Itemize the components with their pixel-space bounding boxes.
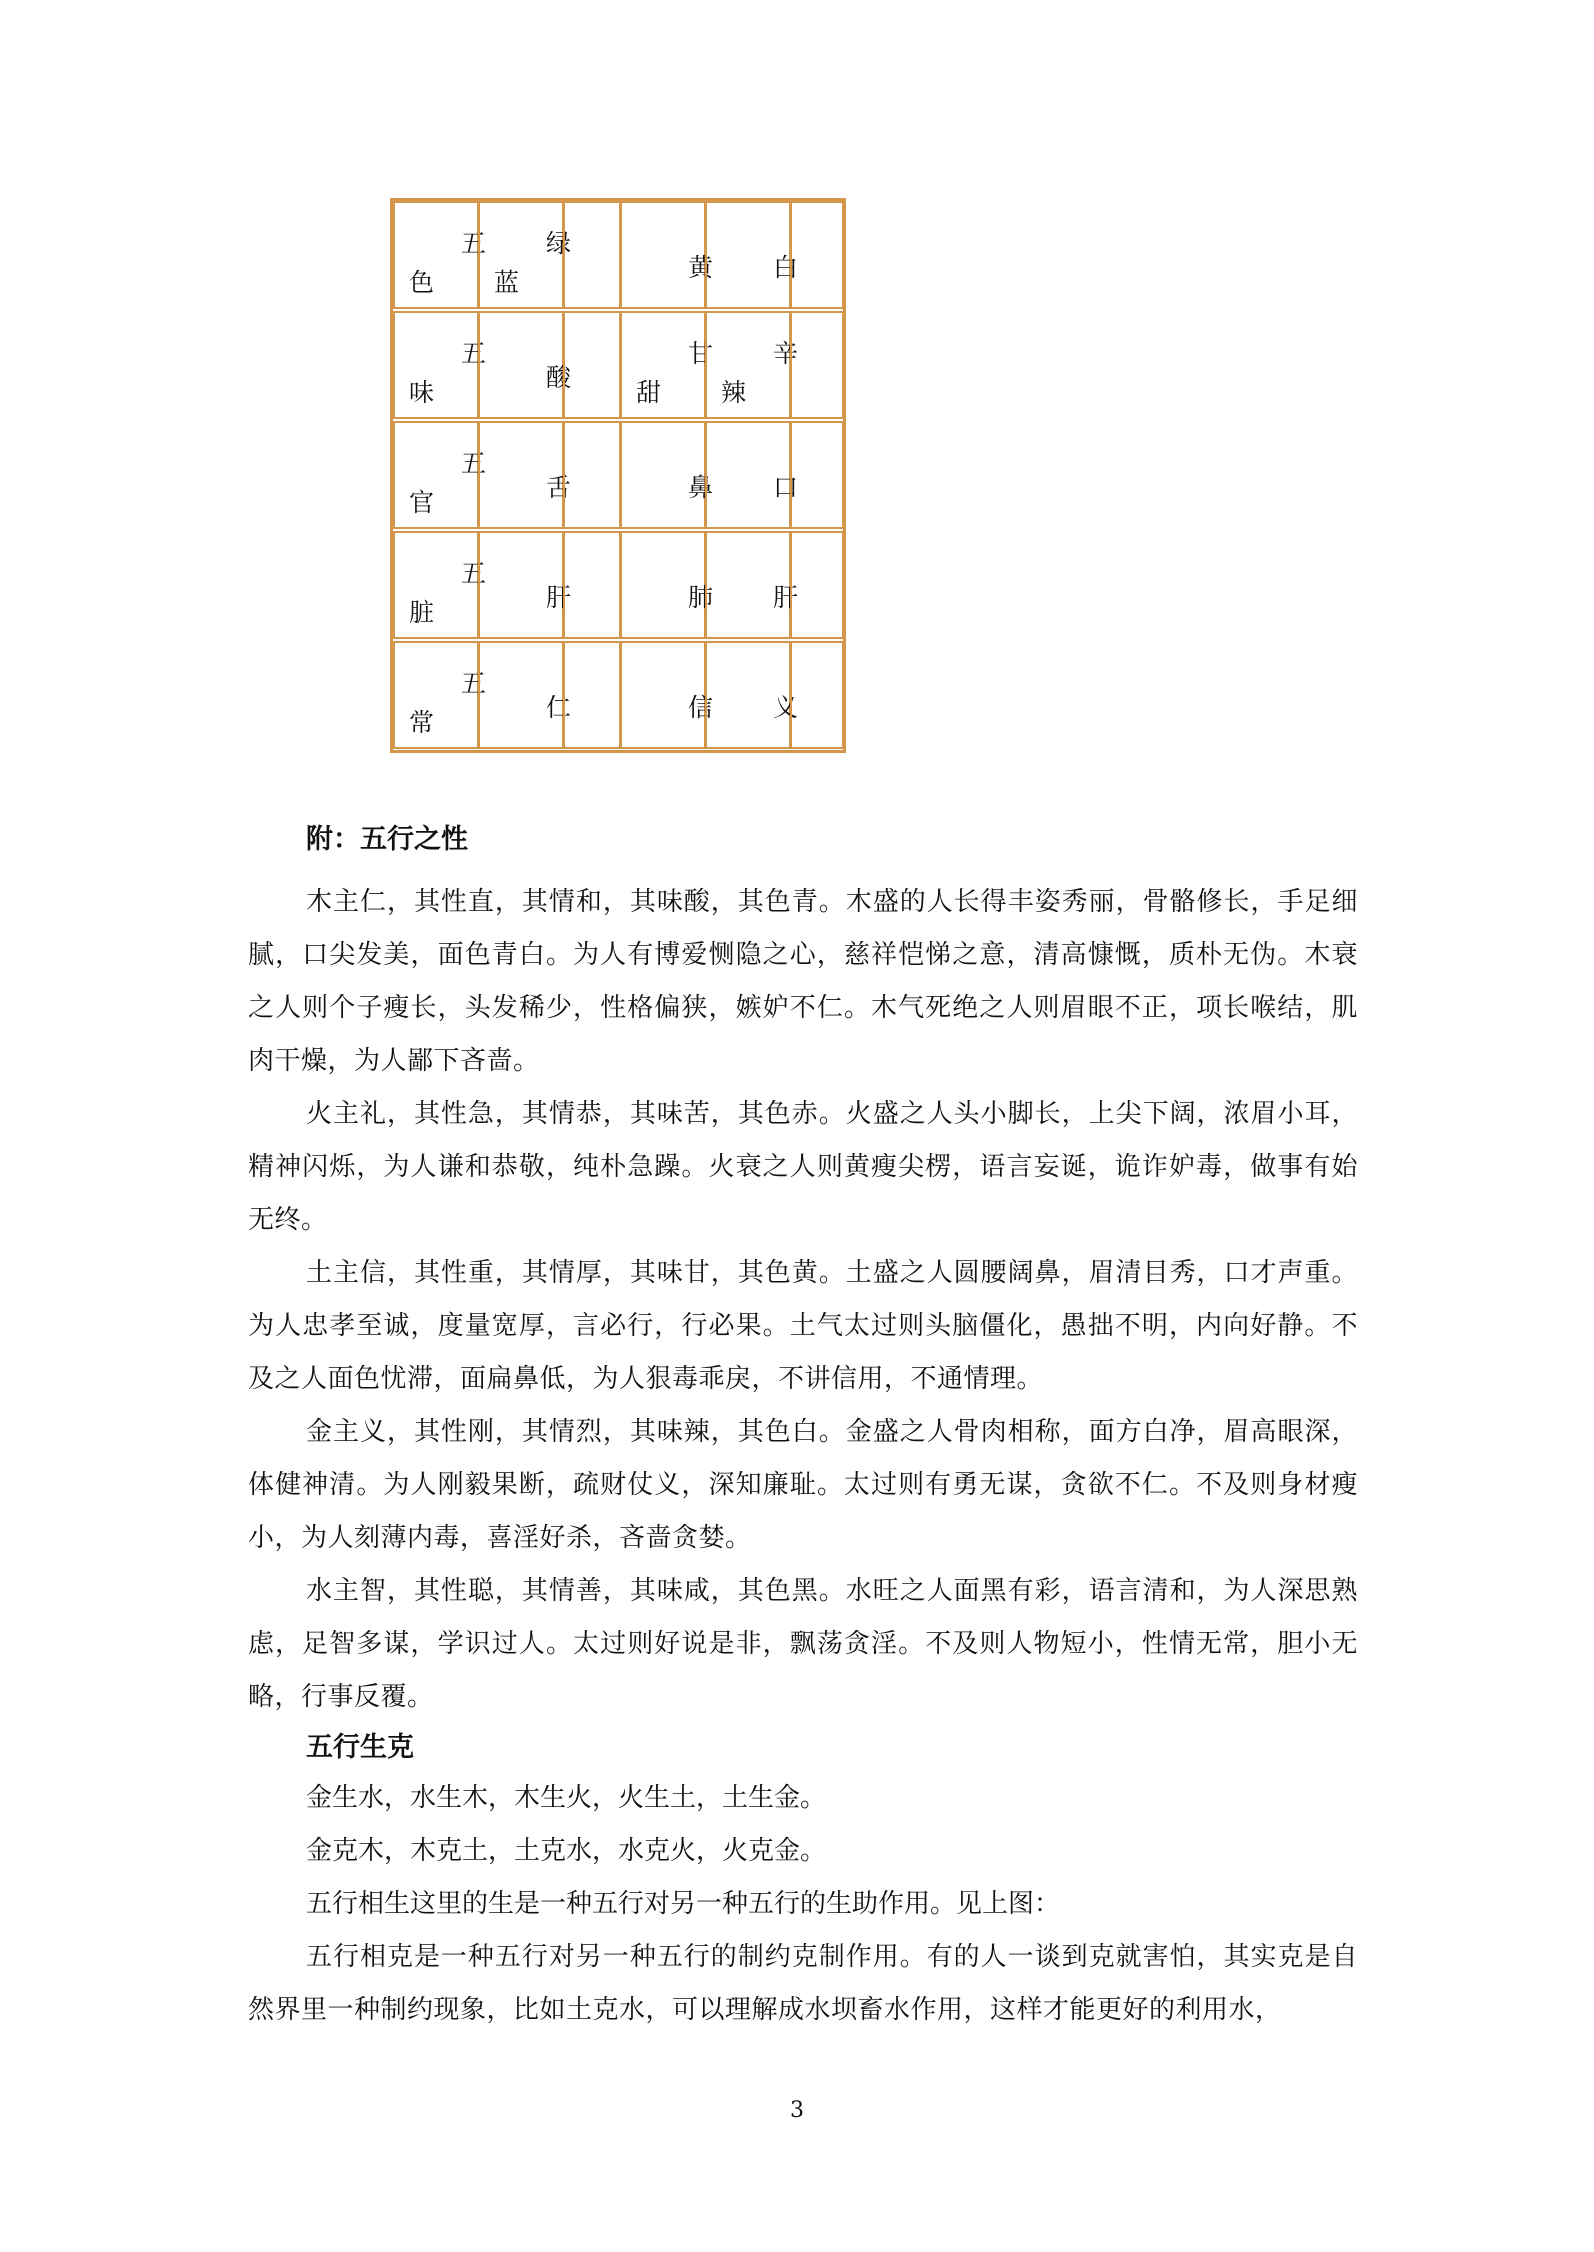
cell-fragment: 酸 (545, 363, 571, 392)
table-cell (705, 421, 798, 529)
cell-fragment: 白 (772, 253, 798, 282)
table-row (393, 201, 843, 312)
table-cell (620, 421, 713, 529)
paragraph-metal: 金主义，其性刚，其情烈，其味辣，其色白。金盛之人骨肉相称，面方白净，眉高眼深，体健神清。为人刚毅果断，疏财仗义，深知廉耻。太过则有勇无谋，贪欲不仁。不及则身材瘦小，为人刻薄内毒，喜淫好杀，吝啬贪婪。 (248, 1417, 1358, 1553)
cell-fragment: 口 (772, 473, 798, 502)
table-cell (393, 531, 486, 639)
ke-cycle: 金克木，木克土，土克水，水克火，火克金。 (306, 1836, 827, 1866)
document-body (248, 820, 1358, 2037)
section-title: 附：五行之性 (306, 824, 468, 855)
table-cell (620, 641, 713, 749)
table-cell (478, 201, 571, 309)
table-cell (790, 641, 844, 749)
table-cell (790, 311, 844, 419)
cell-fragment: 五 (460, 669, 486, 698)
table-row (393, 421, 843, 532)
subheading: 五行生克 (306, 1732, 414, 1763)
page-number: 3 (790, 2098, 804, 2123)
table-row (393, 311, 843, 422)
table-cell (478, 641, 571, 749)
table-cell (393, 641, 486, 749)
table-cell (620, 311, 713, 419)
table-cell (563, 201, 621, 309)
paragraph-fire: 火主礼，其性急，其情恭，其味苦，其色赤。火盛之人头小脚长，上尖下阔，浓眉小耳，精神闪烁，为人谦和恭敬，纯朴急躁。火衰之人则黄瘦尖楞，语言妄诞，诡诈妒毒，做事有始无终。 (248, 1099, 1358, 1235)
cell-fragment: 信 (687, 693, 713, 722)
table-cell (393, 311, 486, 419)
table-cell (393, 421, 486, 529)
table-cell (563, 421, 621, 529)
paragraph-earth: 土主信，其性重，其情厚，其味甘，其色黄。土盛之人圆腰阔鼻，眉清目秀，口才声重。为人忠孝至诚，度量宽厚，言必行，行必果。土气太过则头脑僵化，愚拙不明，内向好静。不及之人面色忧滞，面扁鼻低，为人狠毒乖戾，不讲信用，不通情理。 (248, 1258, 1358, 1394)
cell-fragment: 辛 (772, 339, 798, 368)
table-cell (393, 201, 486, 309)
cell-fragment: 舌 (545, 473, 571, 502)
cell-fragment: 鼻 (687, 473, 713, 502)
table-cell (790, 201, 844, 309)
table-row (393, 531, 843, 642)
table-cell (563, 531, 621, 639)
row-label: 味 (409, 378, 435, 407)
table-cell (563, 641, 621, 749)
row-label: 官 (409, 488, 435, 517)
cell-value: 甜 (636, 378, 662, 407)
cell-fragment: 绿 (545, 229, 571, 258)
cell-fragment: 五 (460, 449, 486, 478)
table-row (393, 641, 843, 752)
table-cell (478, 531, 571, 639)
cell-fragment: 义 (772, 693, 798, 722)
row-label: 色 (409, 268, 435, 297)
table-cell (620, 531, 713, 639)
xiangke-text: 五行相克是一种五行对另一种五行的制约克制作用。有的人一谈到克就害怕，其实克是自然界里一种制约现象，比如土克水，可以理解成水坝畜水作用，这样才能更好的利用水， (248, 1942, 1358, 2025)
cell-value: 蓝 (494, 268, 520, 297)
table-cell (478, 311, 571, 419)
table-cell (705, 201, 798, 309)
xiangsheng-text: 五行相生这里的生是一种五行对另一种五行的生助作用。见上图： (306, 1889, 1061, 1919)
table-cell (478, 421, 571, 529)
row-label: 脏 (409, 598, 435, 627)
table-cell (790, 421, 844, 529)
table-cell (563, 311, 621, 419)
table-cell (705, 311, 798, 419)
cell-fragment: 五 (460, 229, 486, 258)
cell-value: 辣 (721, 378, 747, 407)
table-cell (790, 531, 844, 639)
table-cell (620, 201, 713, 309)
cell-fragment: 黄 (687, 253, 713, 282)
cell-fragment: 五 (460, 559, 486, 588)
cell-fragment: 仁 (545, 693, 571, 722)
cell-fragment: 甘 (687, 339, 713, 368)
paragraph-wood: 木主仁，其性直，其情和，其味酸，其色青。木盛的人长得丰姿秀丽，骨骼修长，手足细腻，口尖发美，面色青白。为人有博爱恻隐之心，慈祥恺悌之意，清高慷慨，质朴无伪。木衰之人则个子瘦长，头发稀少，性格偏狭，嫉妒不仁。木气死绝之人则眉眼不正，项长喉结，肌肉干燥，为人鄙下吝啬。 (248, 887, 1358, 1076)
cell-fragment: 肝 (772, 583, 798, 612)
paragraph-water: 水主智，其性聪，其情善，其味咸，其色黑。水旺之人面黑有彩，语言清和，为人深思熟虑，足智多谋，学识过人。太过则好说是非，飘荡贪淫。不及则人物短小，性情无常，胆小无略，行事反覆。 (248, 1576, 1358, 1712)
cell-fragment: 五 (460, 339, 486, 368)
table-cell (705, 531, 798, 639)
row-label: 常 (409, 708, 435, 737)
table-cell (705, 641, 798, 749)
sheng-cycle: 金生水，水生木，木生火，火生土，土生金。 (306, 1783, 827, 1813)
cell-fragment: 肝 (545, 583, 571, 612)
cell-fragment: 肺 (687, 583, 713, 612)
five-elements-table (390, 198, 846, 753)
